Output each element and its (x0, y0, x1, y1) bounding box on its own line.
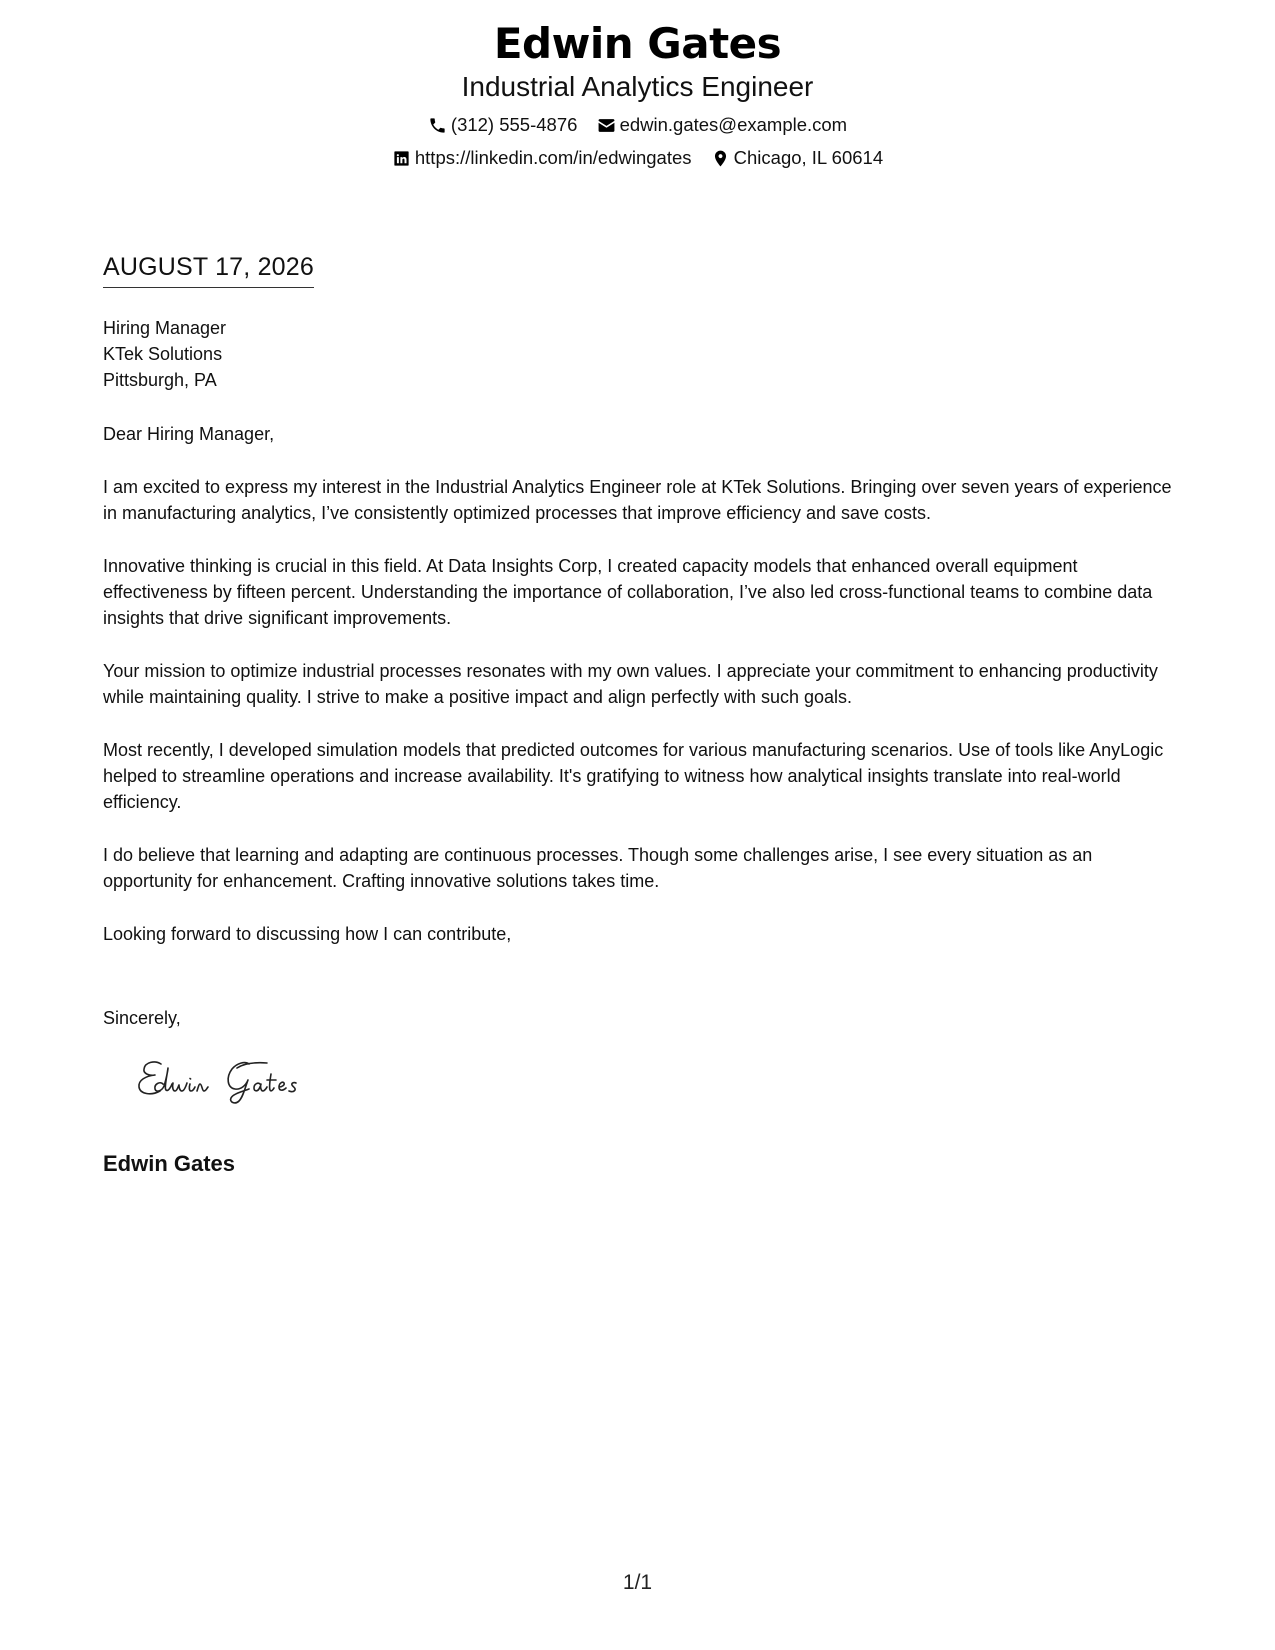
page-number: 1/1 (622, 1571, 653, 1594)
sender-title: Industrial Analytics Engineer (461, 71, 814, 102)
recipient-line: KTek Solutions (103, 344, 223, 364)
phone-icon (428, 116, 447, 135)
map-pin-icon (711, 149, 730, 168)
paragraph: I am excited to express my interest in the Industrial Analytics Engineer role at KTek Solutions. Bringing over seven years of experience in manufacturing analytics, I’ve consistently optimized processes that improve efficiency and save costs. (103, 477, 1172, 523)
contact-email (597, 113, 848, 137)
paragraph: Your mission to optimize industrial processes resonates with my own values. I appreciate your commitment to enhancing productivity while maintaining quality. I strive to make a positive impact and align perfectly with such goals. (103, 661, 1158, 707)
sender-name: Edwin Gates (493, 19, 782, 68)
paragraph: Most recently, I developed simulation models that predicted outcomes for various manufacturing scenarios. Use of tools like AnyLogic helped to streamline operations and increase availability. It's gratifying to witness how analytical insights translate into real-world efficiency. (103, 740, 1164, 812)
contact-linkedin (392, 146, 692, 170)
handwritten-signature (133, 1050, 343, 1106)
recipient-block (103, 315, 226, 393)
paragraph: Innovative thinking is crucial in this field. At Data Insights Corp, I created capacity models that enhanced overall equipment effectiveness by fifteen percent. Understanding the importance of collaboration, I’ve also led cross-functional teams to combine data insights that drive significant improvements. (103, 556, 1153, 628)
salutation: Dear Hiring Manager, (103, 424, 275, 444)
paragraph: Looking forward to discussing how I can contribute, (103, 924, 512, 944)
contact-line-1 (0, 112, 1275, 137)
closing: Sincerely, (103, 1008, 181, 1028)
contact-phone (428, 113, 578, 137)
linkedin-text: https://linkedin.com/in/edwingates (414, 147, 692, 169)
letter-date: AUGUST 17, 2026 (103, 252, 314, 288)
letter-header (0, 18, 1275, 170)
contact-line-2 (0, 145, 1275, 170)
envelope-icon (597, 116, 616, 135)
recipient-line: Pittsburgh, PA (103, 370, 217, 390)
location-text: Chicago, IL 60614 (733, 147, 884, 169)
email-text: edwin.gates@example.com (619, 114, 848, 136)
recipient-line: Hiring Manager (103, 318, 227, 338)
signer-name: Edwin Gates (103, 1151, 236, 1176)
contact-location (711, 146, 883, 170)
phone-text: (312) 555-4876 (450, 114, 578, 136)
paragraph: I do believe that learning and adapting are continuous processes. Though some challenges arise, I see every situation as an opportunity for enhancement. Crafting innovative solutions takes time. (103, 845, 1093, 891)
linkedin-icon (392, 149, 411, 168)
letter-paragraphs (103, 474, 1178, 974)
